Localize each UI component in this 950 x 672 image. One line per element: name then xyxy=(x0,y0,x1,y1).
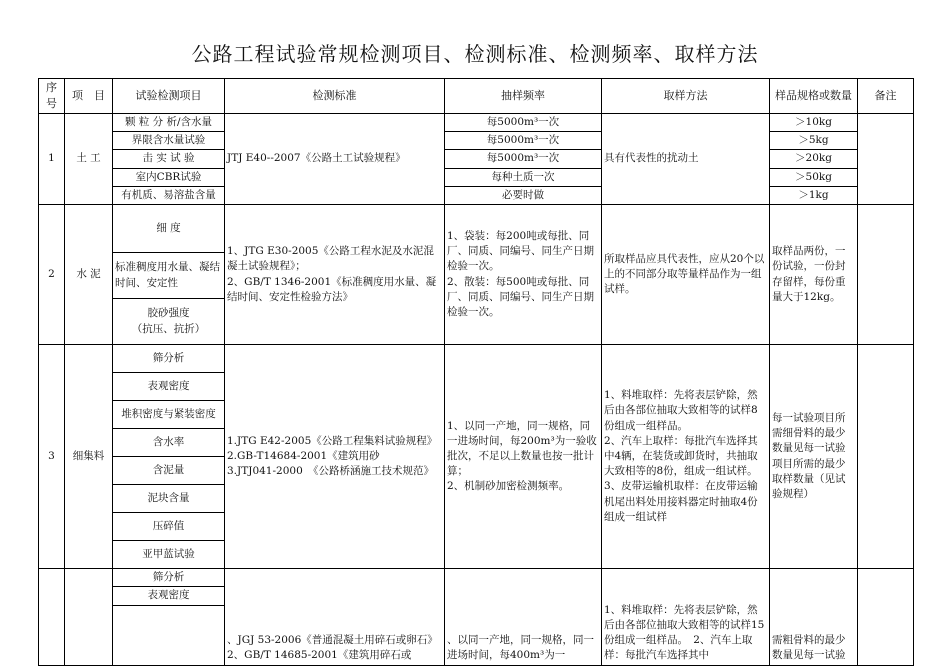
project-name: 细集料 xyxy=(65,345,113,569)
frequency-cell: 必要时做 xyxy=(445,186,602,204)
header-project: 项 目 xyxy=(65,79,113,114)
test-item xyxy=(113,605,225,665)
frequency-cell: 每5000m³一次 xyxy=(445,114,602,132)
header-no: 序 号 xyxy=(39,79,65,114)
test-item: 胶砂强度 （抗压、抗折） xyxy=(113,299,225,345)
project-name: 土 工 xyxy=(65,114,113,205)
test-item: 堆积密度与紧装密度 xyxy=(113,401,225,429)
sample-spec-cell: ＞1kg xyxy=(770,186,858,204)
header-sample-spec: 样品规格或数量 xyxy=(770,79,858,114)
sample-spec-cell: 需粗骨料的最少数量见每一试验 xyxy=(770,569,858,665)
header-remarks: 备注 xyxy=(858,79,914,114)
test-item: 表观密度 xyxy=(113,587,225,605)
test-item: 室内CBR试验 xyxy=(113,168,225,186)
header-frequency: 抽样频率 xyxy=(445,79,602,114)
sampling-method-cell: 具有代表性的扰动土 xyxy=(602,114,770,205)
test-item: 细 度 xyxy=(113,205,225,253)
table-row xyxy=(39,168,914,186)
table-row xyxy=(39,345,914,373)
test-item: 亚甲蓝试验 xyxy=(113,541,225,569)
standard-cell: 、JGJ 53-2006《普通混凝土用碎石或卵石》 2、GB/T 14685-2001《建筑用碎石或 xyxy=(225,569,445,665)
frequency-cell: 每种土质一次 xyxy=(445,168,602,186)
test-item: 界限含水量试验 xyxy=(113,132,225,150)
sample-spec-cell: ＞5kg xyxy=(770,132,858,150)
header-standard: 检测标准 xyxy=(225,79,445,114)
header-sampling-method: 取样方法 xyxy=(602,79,770,114)
frequency-cell: 1、以同一产地，同一规格，同一进场时间，每200m³为一验收批次，不足以上数量也按一批计算； 2、机制砂加密检测频率。 xyxy=(445,345,602,569)
header-test-item: 试验检测项目 xyxy=(113,79,225,114)
table-row xyxy=(39,205,914,253)
page-title: 公路工程试验常规检测项目、检测标准、检测频率、取样方法 xyxy=(191,42,759,66)
remarks-cell xyxy=(858,569,914,665)
frequency-cell: 、以同一产地，同一规格，同一进场时间，每400m³为一 xyxy=(445,569,602,665)
standard-cell: JTJ E40--2007《公路土工试验规程》 xyxy=(225,114,445,205)
table-row xyxy=(39,150,914,168)
row-number: 1 xyxy=(39,114,65,205)
row-number: 3 xyxy=(39,345,65,569)
frequency-cell: 每5000m³一次 xyxy=(445,150,602,168)
standard-cell: 1.JTG E42-2005《公路工程集料试验规程》 2.GB-T14684-2001《建筑用砂 3.JTJ041-2000 《公路桥涵施工技术规范》 xyxy=(225,345,445,569)
standard-cell: 1、JTG E30-2005《公路工程水泥及水泥混凝土试验规程》； 2、GB/T 1346-2001《标准稠度用水量、凝结时间、安定性检验方法》 xyxy=(225,205,445,345)
project-name xyxy=(65,569,113,665)
table-row xyxy=(39,186,914,204)
test-item: 有机质、易溶盐含量 xyxy=(113,186,225,204)
remarks-cell xyxy=(858,205,914,345)
sample-spec-cell: ＞10kg xyxy=(770,114,858,132)
test-item: 压碎值 xyxy=(113,513,225,541)
spec-table xyxy=(38,78,914,666)
test-item: 击 实 试 验 xyxy=(113,150,225,168)
sample-spec-cell: 取样品两份，一份试验，一份封存留样，每份重量大于12kg。 xyxy=(770,205,858,345)
frequency-cell: 1、袋装：每200吨或每批、同厂、同质、同编号、同生产日期检验一次。 2、散装：每500吨或每批、同厂、同质、同编号、同生产日期检验一次。 xyxy=(445,205,602,345)
test-item: 含泥量 xyxy=(113,457,225,485)
test-item: 泥块含量 xyxy=(113,485,225,513)
test-item: 标准稠度用水量、凝结时间、安定性 xyxy=(113,253,225,299)
frequency-cell: 每5000m³一次 xyxy=(445,132,602,150)
test-item: 颗 粒 分 析/含水量 xyxy=(113,114,225,132)
sample-spec-cell: 每一试验项目所需细骨料的最少数量见每一试验项目所需的最少取样数量（见试验规程） xyxy=(770,345,858,569)
header-row xyxy=(39,79,914,114)
sampling-method-cell: 所取样品应具代表性，应从20个以上的不同部分取等量样品作为一组试样。 xyxy=(602,205,770,345)
row-number xyxy=(39,569,65,665)
test-item: 表观密度 xyxy=(113,373,225,401)
table-row xyxy=(39,569,914,587)
project-name: 水 泥 xyxy=(65,205,113,345)
test-item: 筛分析 xyxy=(113,345,225,373)
remarks-cell xyxy=(858,345,914,569)
table-row xyxy=(39,132,914,150)
remarks-cell xyxy=(858,114,914,205)
sampling-method-cell: 1、料堆取样：先将表层铲除，然后由各部位抽取大致相等的试样15份组成一组样品。 2、汽车上取样：每批汽车选择其中 xyxy=(602,569,770,665)
sample-spec-cell: ＞50kg xyxy=(770,168,858,186)
sample-spec-cell: ＞20kg xyxy=(770,150,858,168)
row-number: 2 xyxy=(39,205,65,345)
sampling-method-cell: 1、料堆取样：先将表层铲除，然后由各部位抽取大致相等的试样8份组成一组样品。 2、汽车上取样：每批汽车选择其中4辆，在装货或卸货时，共抽取大致相等的8份，组成一组试样。 3、皮带运输机取样：在皮带运输机尾出料处用接料器定时抽取4份组成一组试样 xyxy=(602,345,770,569)
table-row xyxy=(39,114,914,132)
test-item: 筛分析 xyxy=(113,569,225,587)
test-item: 含水率 xyxy=(113,429,225,457)
